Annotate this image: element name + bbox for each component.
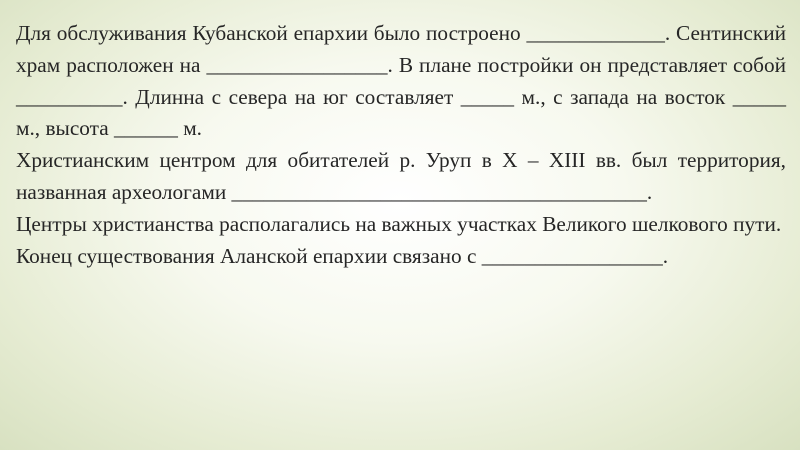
paragraph-urup-center: Христианским центром для обитателей р. Уруп в X – XIII вв. был территория, названная археологами _______________________________________. bbox=[16, 148, 786, 204]
slide-text-body bbox=[16, 18, 786, 272]
paragraph-alan-eparchy-end: Конец существования Аланской епархии связано с _________________. bbox=[16, 243, 669, 268]
paragraph-silk-road: Центры христианства располагались на важных участках Великого шелкового пути. bbox=[16, 211, 782, 236]
paragraph-kuban-eparchy: Для обслуживания Кубанской епархии было построено _____________. Сентинский храм расположен на _________________. В плане постройки он представляет собой __________. Длинна с севера на юг составляет _____ м., с запада на восток _____ м., высота ______ м. bbox=[16, 21, 786, 141]
